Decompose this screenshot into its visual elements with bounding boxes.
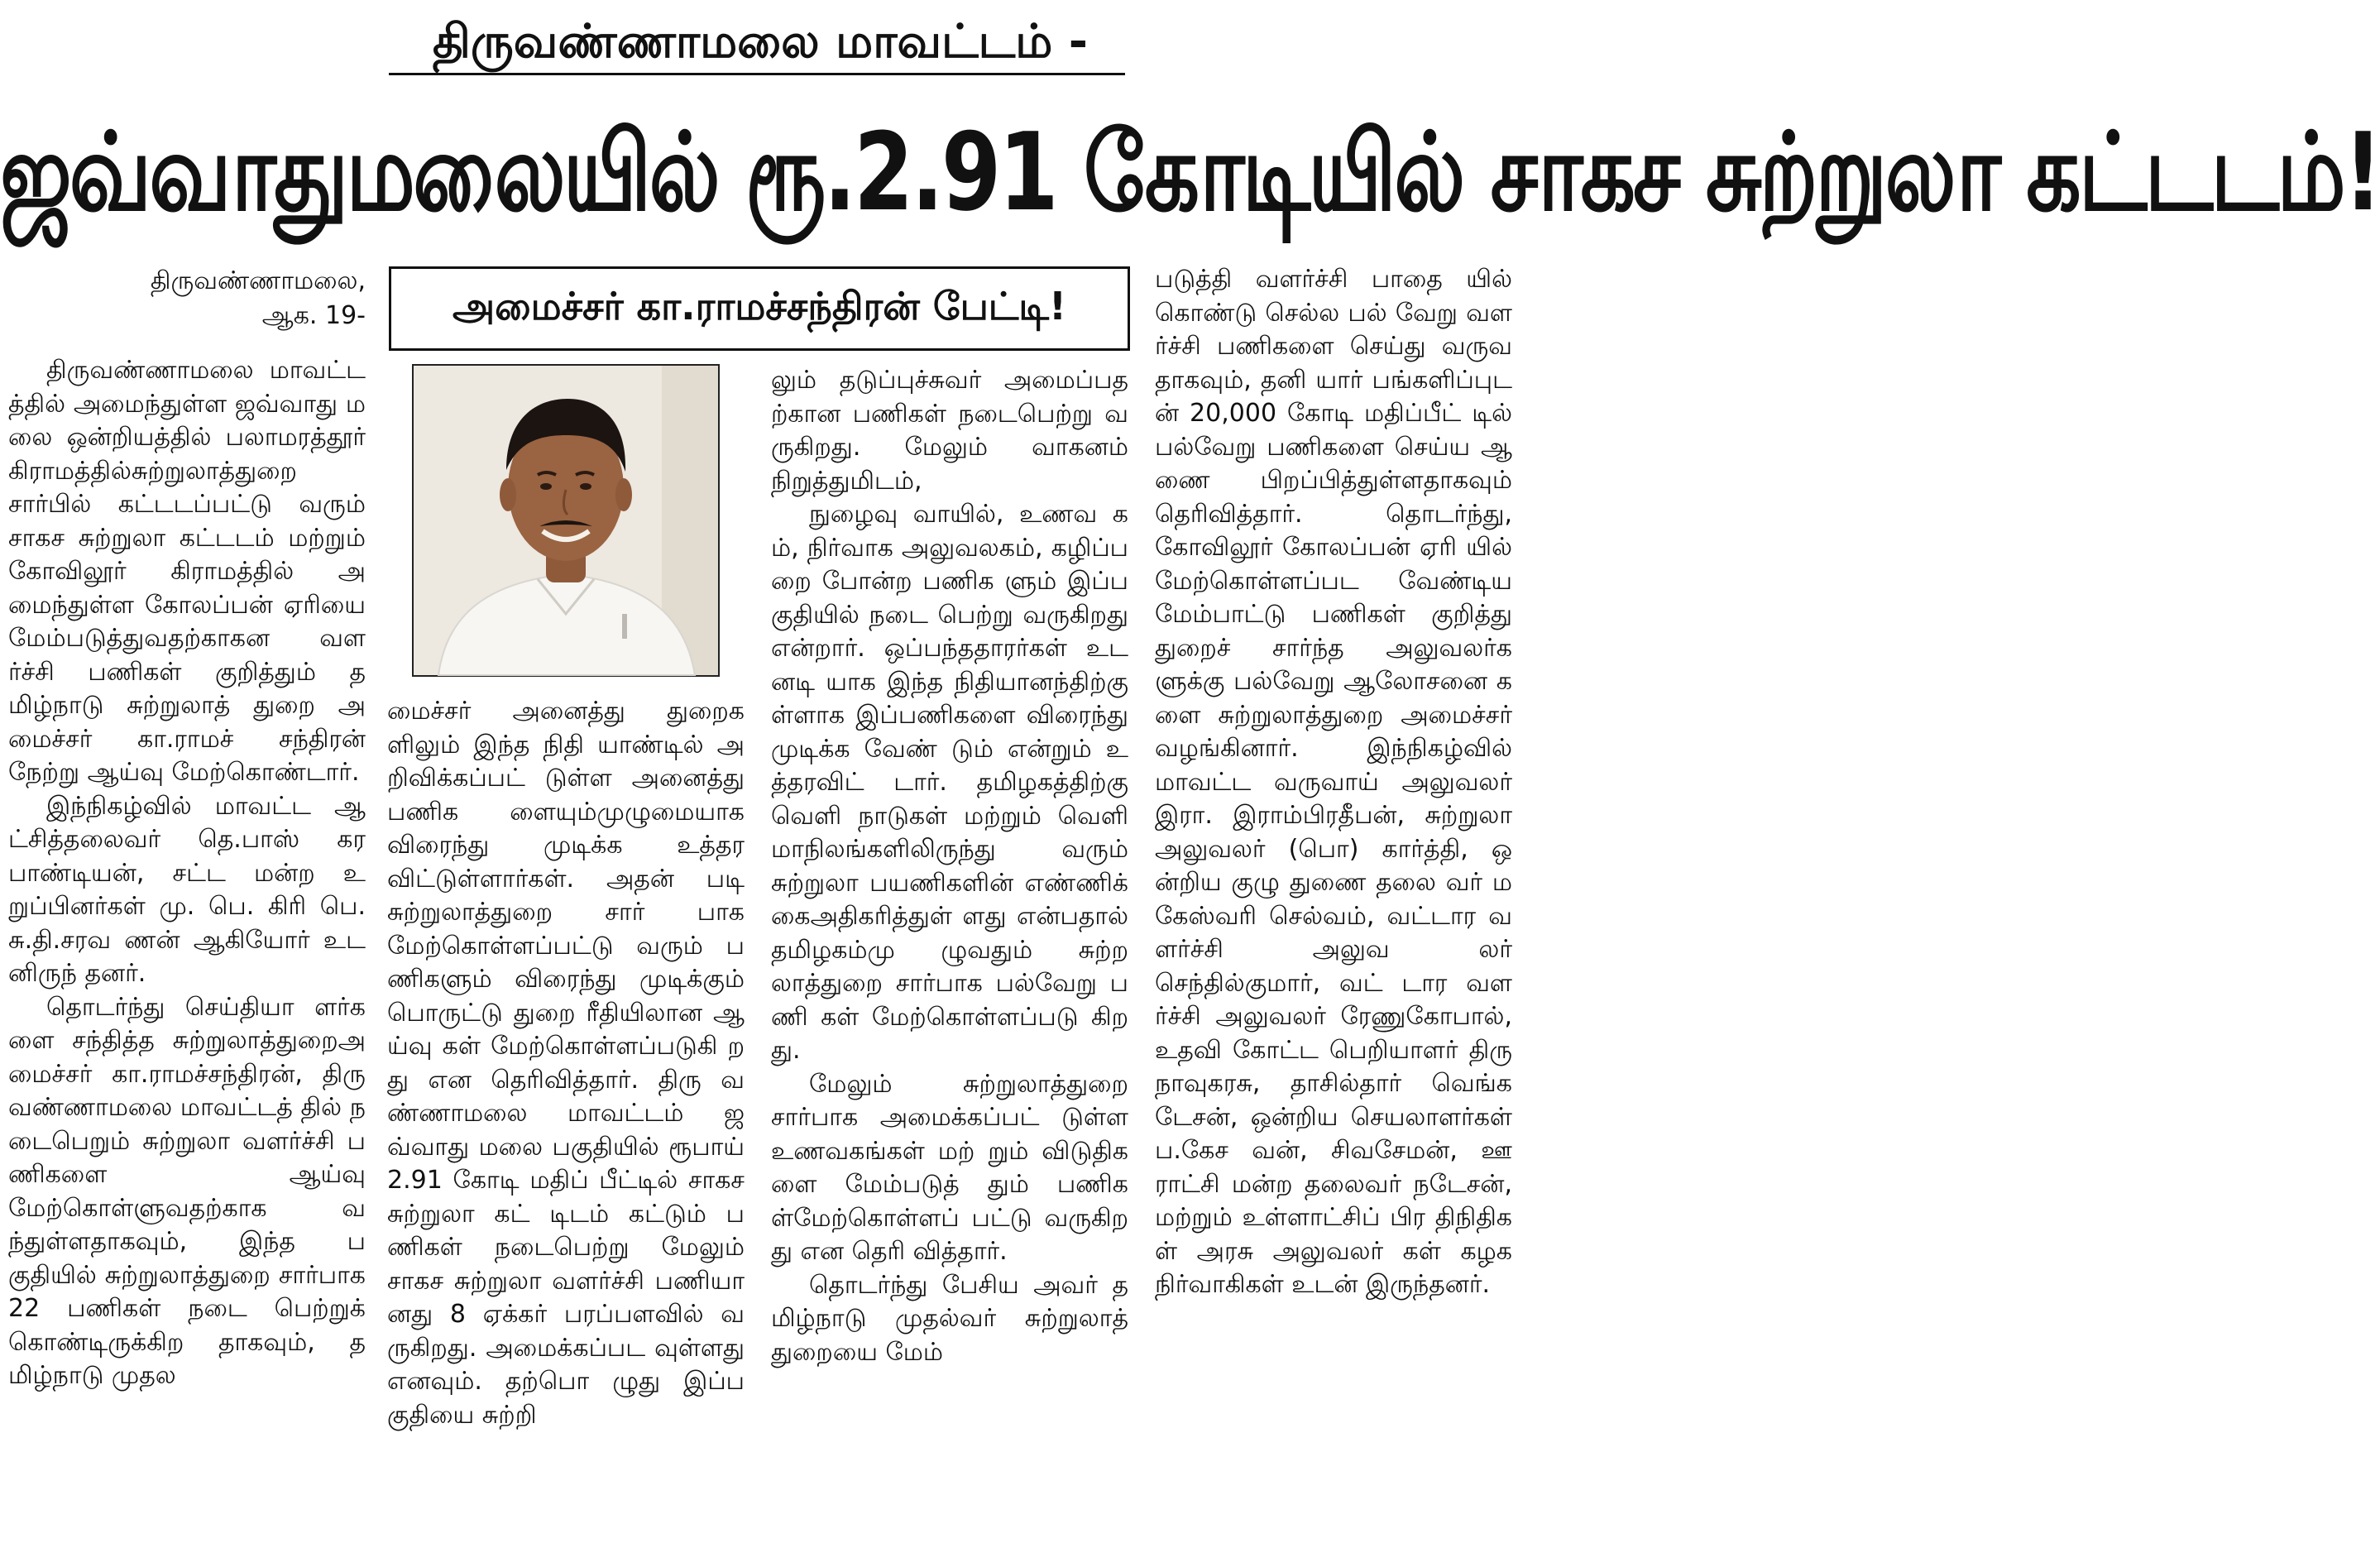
paragraph: நுழைவு வாயில், உணவ கம், நிர்வாக அலுவலகம், கழிப்பறை போன்ற பணிக ளும் இப்பகுதியில் நடை பெற்று வருகிறது என்றார். ஒப்பந்ததாரர்கள் உடனடி யாக இந்த நிதியானந்திற்கு ள்ளாக இப்பணிகளை விரைந்து முடிக்க வேண் டும் என்றும் உத்தரவிட் டார். தமிழகத்திற்கு வெளி நாடுகள் மற்றும் வெளி மாநிலங்களிலிருந்து வரும் சுற்றுலா பயணிகளின் எண்ணிக் கைஅதிகரித்துள் ளது என்பதால் தமிழகம்மு ழுவதும் சுற்றலாத்துறை சார்பாக பல்வேறு பணி கள் மேற்கொள்ளப்படு கிறது.: [771, 500, 1128, 1065]
kicker-underline: [389, 73, 1125, 75]
paragraph: தொடர்ந்து பேசிய அவர் தமிழ்நாடு முதல்வர் சுற்றுலாத் துறையை மேம்: [771, 1270, 1128, 1367]
paragraph: தொடர்ந்து செய்தியா ளர்களை சந்தித்த சுற்றுலாத்துறைஅமைச்சர் கா.ராமச்சந்திரன், திரு வண்ணாமலை மாவட்டத் தில் நடைபெறும் சுற்றுலா வளர்ச்சி பணிகளை ஆய்வு மேற்கொள்ளுவதற்காக வந்துள்ளதாகவும், இந்த பகுதியில் சுற்றுலாத்துறை சார்பாக 22 பணிகள் நடை பெற்றுக் கொண்டிருக்கிற தாகவும், தமிழ்நாடு முதல: [8, 992, 366, 1390]
paragraph: திருவண்ணாமலை மாவட்டத்தில் அமைந்துள்ள ஜவ்வாது மலை ஒன்றியத்தில் பலாமரத்தூர் கிராமத்தில்சுற்றுலாத்துறை சார்பில் கட்டடப்பட்டு வரும் சாகச சுற்றுலா கட்டடம் மற்றும் கோவிலூர் கிராமத்தில் அமைந்துள்ள கோலப்பன் ஏரியை மேம்படுத்துவதற்காகன வளர்ச்சி பணிகள் குறித்தும் தமிழ்நாடு சுற்றுலாத் துறை அமைச்சர் கா.ராமச் சந்திரன் நேற்று ஆய்வு மேற்கொண்டார்.: [8, 356, 366, 787]
portrait-photo-icon: [414, 366, 718, 675]
paragraph: இந்நிகழ்வில் மாவட்ட ஆட்சித்தலைவர் தெ.பாஸ் கரபாண்டியன், சட்ட மன்ற உறுப்பினர்கள் மு. பெ. கிரி பெ.சு.தி.சரவ ணன் ஆகியோர் உடனிருந் தனர்.: [8, 791, 366, 988]
dateline-date: ஆக. 19-: [261, 301, 366, 330]
paragraph: மேலும் சுற்றுலாத்துறை சார்பாக அமைக்கப்பட் டுள்ள உணவகங்கள் மற் றும் விடுதிகளை மேம்படுத் தும் பணிகள்மேற்கொள்ளப் பட்டு வருகிறது என தெரி வித்தார்.: [771, 1069, 1128, 1266]
article-column-2: [387, 695, 745, 1566]
subheadline-box: [389, 266, 1130, 351]
article-column-4: [1155, 263, 1512, 1566]
dateline-place: திருவண்ணாமலை,: [150, 266, 366, 295]
article-column-3: [771, 364, 1128, 1566]
paragraph: மைச்சர் அனைத்து துறைகளிலும் இந்த நிதி யாண்டில் அறிவிக்கப்பட் டுள்ள அனைத்து பணிக ளையும்முழுமையாக விரைந்து முடிக்க உத்தர விட்டுள்ளார்கள். அதன் படி சுற்றுலாத்துறை சார் பாகமேற்கொள்ளப்பட்டு வரும் பணிகளும் விரைந்து முடிக்கும் பொருட்டு துறை ரீதியிலான ஆய்வு கள் மேற்கொள்ளப்படுகி றது என தெரிவித்தார். திரு வண்ணாமலை மாவட்டம் ஜவ்வாது மலை பகுதியில் ரூபாய் 2.91 கோடி மதிப் பீட்டில் சாகச சுற்றுலா கட் டிடம் கட்டும் பணிகள் நடைபெற்று மேலும் சாகச சுற்றுலா வளர்ச்சி பணியா னது 8 ஏக்கர் பரப்பளவில் வருகிறது. அமைக்கப்பட வுள்ளது எனவும். தற்பொ ழுது இப்பகுதியை சுற்றி: [387, 697, 745, 1430]
section-kicker: திருவண்ணாமலை மாவட்டம் -: [432, 15, 1089, 69]
paragraph: லும் தடுப்புச்சுவர் அமைப்பதற்கான பணிகள் நடைபெற்று வருகிறது. மேலும் வாகனம் நிறுத்துமிடம்,: [771, 366, 1128, 496]
subheadline: அமைச்சர் கா.ராமச்சந்திரன் பேட்டி!: [452, 283, 1067, 328]
portrait-photo: [412, 364, 720, 677]
paragraph: படுத்தி வளர்ச்சி பாதை யில் கொண்டு செல்ல பல் வேறு வளர்ச்சி பணிகளை செய்து வருவதாகவும், தனி யார் பங்களிப்புடன் 20,000 கோடி மதிப்பீட் டில் பல்வேறு பணிகளை செய்ய ஆணை பிறப்பித்துள்ளதாகவும் தெரிவித்தார். தொடர்ந்து, கோவிலூர் கோலப்பன் ஏரி யில் மேற்கொள்ளப்பட வேண்டிய மேம்பாட்டு பணிகள் குறித்து துறைச் சார்ந்த அலுவலர்களுக்கு பல்வேறு ஆலோசனை களை சுற்றுலாத்துறை அமைச்சர் வழங்கினார். இந்நிகழ்வில் மாவட்ட வருவாய் அலுவலர் இரா. இராம்பிரதீபன், சுற்றுலா அலுவலர் (பொ) கார்த்தி, ஒன்றிய குழு துணை தலை வர் மகேஸ்வரி செல்வம், வட்டார வளர்ச்சி அலுவ லர் செந்தில்குமார், வட் டார வளர்ச்சி அலுவலர் ரேணுகோபால், உதவி கோட்ட பெறியாளர் திரு நாவுகரசு, தாசில்தார் வெங்கடேசன், ஒன்றிய செயலாளர்கள் ப.கேச வன், சிவசேமன், ஊராட்சி மன்ற தலைவர் நடேசன், மற்றும் உள்ளாட்சிப் பிர திநிதிகள் அரசு அலுவலர் கள் கழக நிர்வாகிகள் உடன் இருந்தனர்.: [1155, 265, 1512, 1299]
headline: ஜவ்வாதுமலையில் ரூ.2.91 கோடியில் சாகச சுற்றுலா கட்டடம்!: [0, 108, 2380, 236]
article-column-1: [8, 354, 366, 1566]
